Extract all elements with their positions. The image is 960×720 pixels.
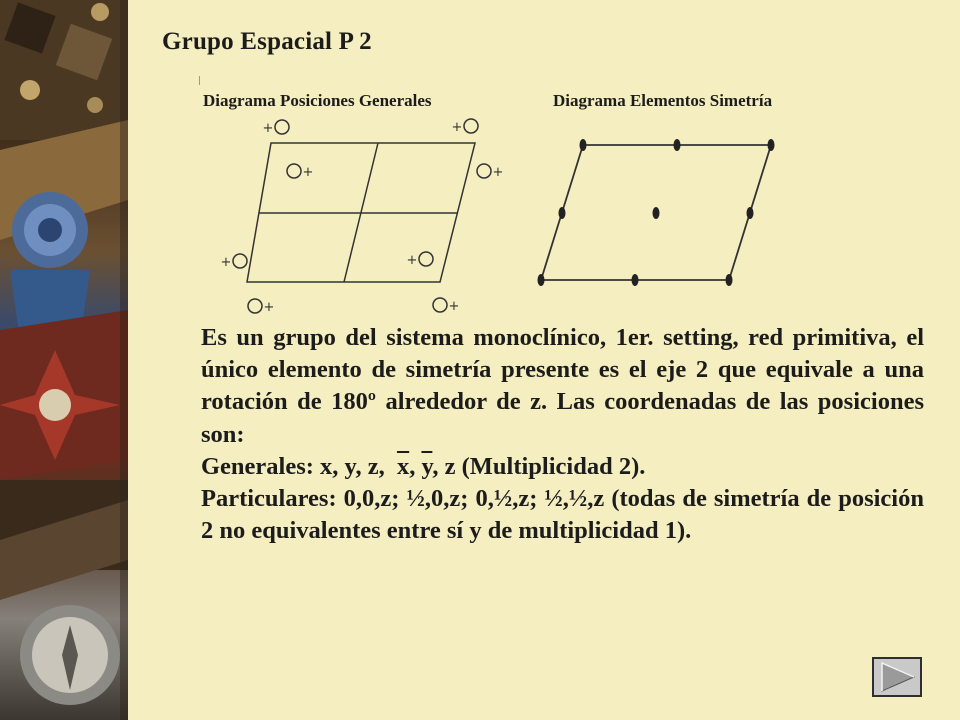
- twofold-axis-icon: [653, 207, 660, 219]
- x-bar: $\overline{x}$: [396, 452, 410, 480]
- symmetry-diagram-label: Diagrama Elementos Simetría: [553, 91, 773, 110]
- twofold-axis-icon: [747, 207, 754, 219]
- diagrams-figure: [196, 108, 816, 318]
- play-next-icon: [874, 659, 920, 695]
- general-positions-diagram: [233, 119, 491, 313]
- plus-sign: +: [302, 165, 314, 180]
- plus-sign: +: [448, 299, 460, 314]
- page-title: Grupo Espacial P 2: [162, 28, 372, 55]
- twofold-axis-icon: [559, 207, 566, 219]
- plus-sign: +: [262, 121, 274, 136]
- description-paragraph: Es un grupo del sistema monoclínico, 1er. setting, red primitiva, el único elemento de simetría presente es el eje 2 que equivale a una rotación de 180º alrededor de z. Las coordenadas de las posiciones son:: [201, 324, 924, 448]
- y-bar: $\overline{y}$: [421, 452, 433, 480]
- plus-sign: +: [263, 300, 275, 315]
- position-circle: [419, 252, 433, 266]
- position-circle: [248, 299, 262, 313]
- plus-sign: +: [451, 120, 463, 135]
- general-positions-suffix: , z (Multiplicidad 2).: [432, 452, 646, 480]
- plus-sign: +: [220, 255, 232, 270]
- positions-diagram-label: Diagrama Posiciones Generales: [203, 91, 432, 110]
- decorative-collage: [0, 0, 128, 720]
- special-positions-paragraph: Particulares: 0,0,z; ½,0,z; 0,½,z; ½,½,z (todas de simetría de posición 2 no equivalentes entre sí y de multiplicidad 1).: [201, 485, 924, 545]
- plus-sign: +: [406, 253, 418, 268]
- symmetry-elements-diagram: [538, 139, 775, 286]
- general-positions-prefix: Generales: x, y, z,: [201, 452, 385, 480]
- twofold-axis-icon: [726, 274, 733, 286]
- description-text: [201, 322, 924, 547]
- twofold-axis-icon: [538, 274, 545, 286]
- twofold-axis-icon: [632, 274, 639, 286]
- plus-sign: +: [492, 165, 504, 180]
- position-circle: [433, 298, 447, 312]
- stray-tick-mark: [199, 76, 200, 85]
- general-positions-line: Generales: x, y, z, $\overline{x}$, $\overline{y}$, z (Multiplicidad 2).: [201, 452, 646, 480]
- twofold-axis-icon: [580, 139, 587, 151]
- decorative-side-image: [0, 0, 128, 720]
- position-circle: [233, 254, 247, 268]
- position-circle: [287, 164, 301, 178]
- twofold-axis-icon: [674, 139, 681, 151]
- position-circle: [477, 164, 491, 178]
- position-circle: [464, 119, 478, 133]
- next-slide-button[interactable]: [872, 657, 922, 697]
- position-circle: [275, 120, 289, 134]
- twofold-axis-icon: [768, 139, 775, 151]
